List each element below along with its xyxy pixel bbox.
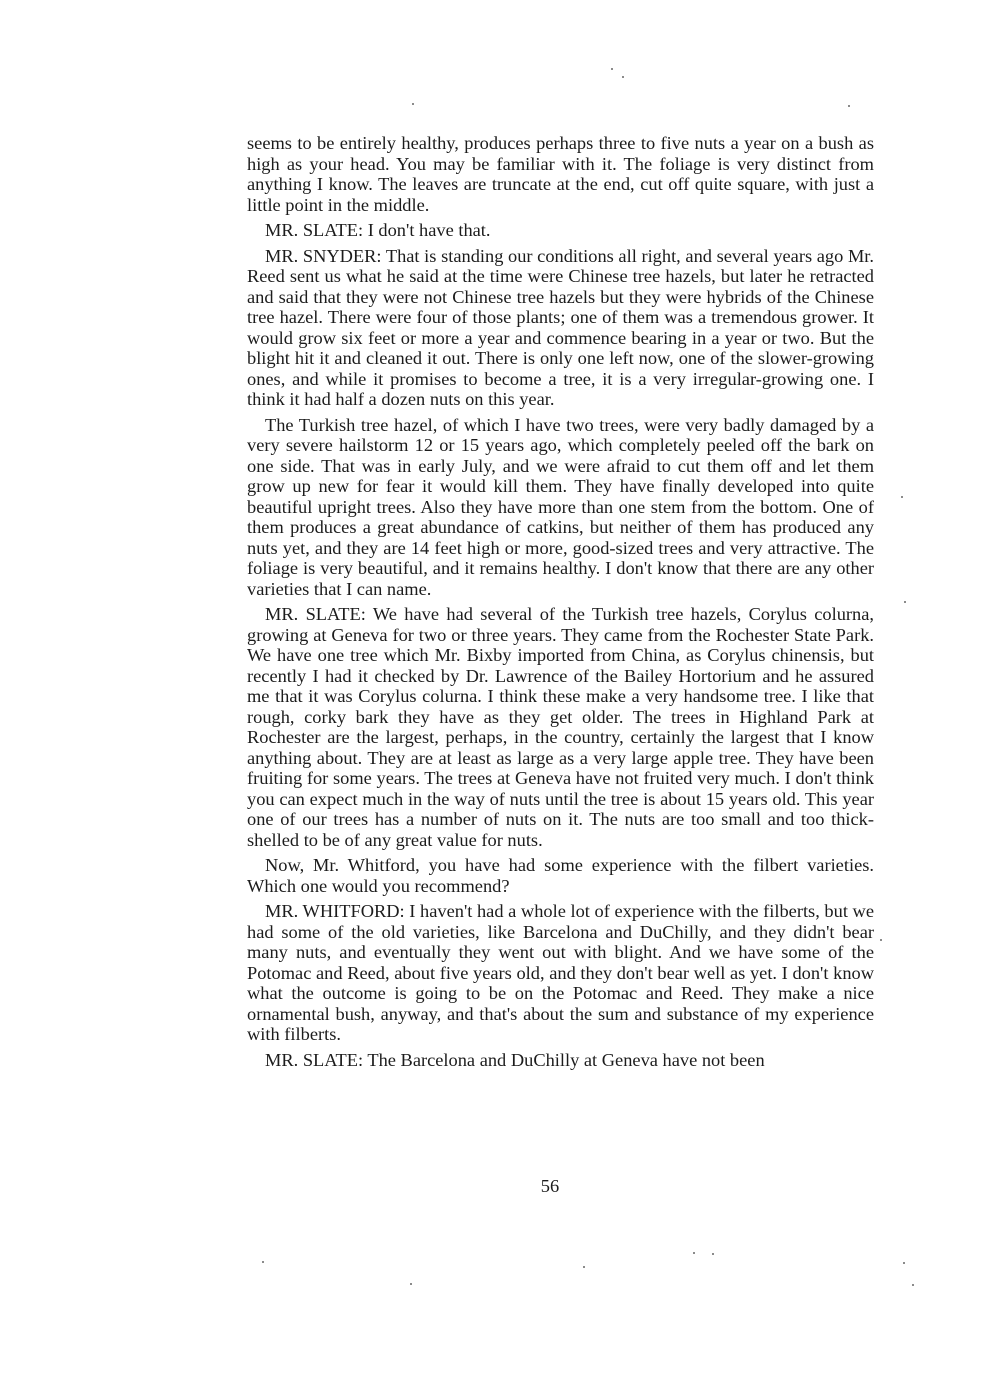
scan-speck — [693, 1252, 695, 1254]
scan-speck — [410, 1283, 412, 1285]
scan-speck — [583, 1266, 585, 1268]
scan-speck — [904, 601, 906, 603]
paragraph: MR. SNYDER: That is standing our conditions all right, and several years ago Mr. Reed sent us what he said at the time were Chinese tree hazels, but later he retracted and said that they were not Chinese tree hazels but they were hybrids of the Chinese tree hazel. There were four of those plants; one of them was a tremendous grower. It would grow six feet or more a year and commence bearing in a year or two. But the blight hit it and cleaned it out. There is only one left now, one of the slower-growing ones, and while it promises to become a tree, it is a very irregular-growing one. I think it had half a dozen nuts on this year. — [247, 245, 874, 409]
paragraph: seems to be entirely healthy, produces perhaps three to five nuts a year on a bush as high as your head. You may be familiar with it. The foliage is very distinct from anything I know. The leaves are truncate at the end, cut off quite square, with just a little point in the middle. — [247, 133, 874, 215]
paragraph: MR. WHITFORD: I haven't had a whole lot of experience with the filberts, but we had some of the old varieties, like Barcelona and DuChilly, and they didn't bear many nuts, and eventually they went out with blight. And we have some of the Potomac and Reed, about five years old, and they don't bear well as yet. I don't know what the outcome is going to be on the Potomac and Reed. They make a nice ornamental bush, anyway, and that's about the sum and substance of my experience with filberts. — [247, 901, 874, 1044]
paragraph: The Turkish tree hazel, of which I have two trees, were very badly damaged by a very severe hailstorm 12 or 15 years ago, which completely peeled off the bark on one side. That was in early July, and we were afraid to cut them off and let them grow up new for fear it would kill them. They have finally developed into quite beautiful upright trees. Also they have more than one stem from the bottom. One of them produces a great abundance of catkins, but neither of them has produced any nuts yet, and they are 14 feet high or more, good-sized trees and very attractive. The foliage is very beautiful, and it remains healthy. I don't know that there are any other varieties that I can name. — [247, 414, 874, 599]
scan-speck — [880, 939, 882, 941]
paragraph: MR. SLATE: The Barcelona and DuChilly at Geneva have not been — [265, 1049, 765, 1070]
body-text — [247, 133, 874, 1075]
scan-speck — [262, 1261, 264, 1263]
page-number: 56 — [540, 1176, 560, 1196]
scan-speck — [712, 1253, 714, 1255]
scan-speck — [848, 105, 850, 107]
paragraph: MR. SLATE: We have had several of the Turkish tree hazels, Corylus colurna, growing at Geneva for two or three years. They came from the Rochester State Park. We have one tree which Mr. Bixby imported from China, as Corylus chinensis, but recently I had it checked by Dr. Lawrence of the Bailey Hortorium and he assured me that it was Corylus colurna. I think these make a very handsome tree. I like that rough, corky bark they have as they get older. The trees in Highland Park at Rochester are the largest, perhaps, in the country, certainly the largest that I know anything about. They are at least as large as a very large apple tree. They have been fruiting for some years. The trees at Geneva have not fruited very much. I don't think you can expect much in the way of nuts until the tree is about 15 years old. This year one of our trees has a number of nuts on it. The nuts are too small and too thick-shelled to be of any great value for nuts. — [247, 604, 874, 850]
paragraph: Now, Mr. Whitford, you have had some experience with the filbert varieties. Which one would you recommend? — [247, 855, 874, 896]
scan-speck — [412, 103, 414, 105]
scan-speck — [903, 1262, 905, 1264]
paragraph: MR. SLATE: I don't have that. — [265, 220, 491, 240]
scan-speck — [622, 76, 624, 78]
scan-speck — [912, 1284, 914, 1286]
scan-speck — [901, 496, 903, 498]
scan-speck — [611, 68, 613, 70]
